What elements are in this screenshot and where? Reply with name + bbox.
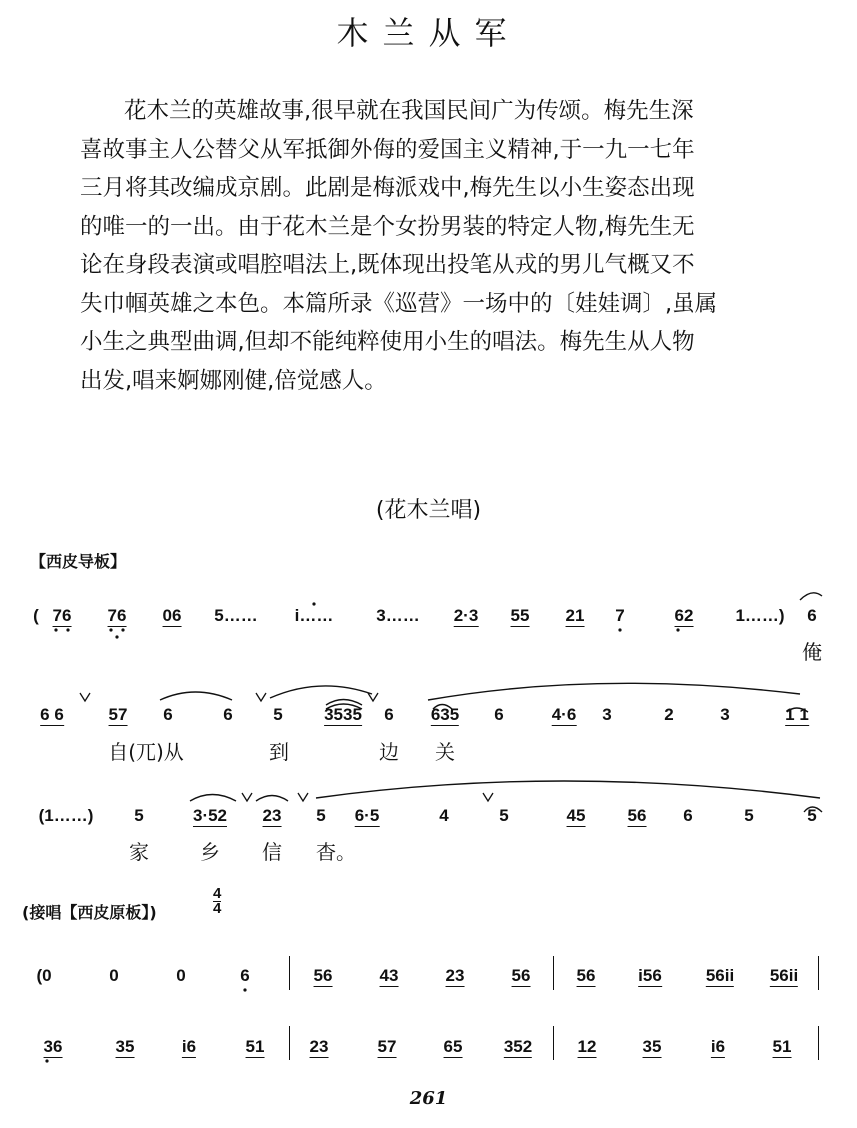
intro-line: 三月将其改编成京剧。此剧是梅派戏中,梅先生以小生姿态出现 bbox=[80, 175, 695, 201]
slur-arc bbox=[160, 692, 232, 700]
intro-line: 的唯一的一出。由于花木兰是个女扮男装的特定人物,梅先生无 bbox=[80, 213, 695, 240]
page-number: 261 bbox=[409, 1088, 448, 1109]
score-note-text: 23 bbox=[445, 966, 465, 985]
breath-mark bbox=[242, 793, 252, 801]
score-note-text: 57 bbox=[108, 705, 128, 724]
score-note: 5 bbox=[499, 806, 509, 825]
score-note bbox=[770, 966, 798, 986]
score-note bbox=[109, 705, 128, 725]
score-note-text: 21 bbox=[565, 606, 585, 625]
breath-mark bbox=[298, 793, 308, 801]
lyric: 边 bbox=[379, 740, 399, 764]
score-note-text: 56 bbox=[313, 966, 333, 985]
score-note bbox=[108, 606, 127, 626]
score-note: 5 bbox=[134, 806, 144, 825]
score-note bbox=[711, 1037, 725, 1057]
score-note: 6 bbox=[494, 705, 504, 724]
score-note-text: 56 bbox=[627, 806, 647, 825]
score-note bbox=[638, 966, 662, 986]
score-note: 5…… bbox=[214, 606, 258, 625]
intro-line: 喜故事主人公替父从军抵御外侮的爱国主义精神,于一九一七年 bbox=[80, 136, 695, 163]
score-note bbox=[577, 966, 596, 986]
score-note bbox=[163, 606, 182, 626]
barline bbox=[818, 956, 819, 990]
score-note bbox=[378, 1037, 397, 1057]
slur-arc bbox=[800, 593, 822, 600]
barline bbox=[289, 956, 290, 990]
score-note bbox=[773, 1037, 792, 1057]
score-note bbox=[578, 1037, 597, 1057]
score-note-text: 43 bbox=[379, 966, 399, 985]
intro-line: 花木兰的英雄故事,很早就在我国民间广为传颂。梅先生深 bbox=[124, 98, 694, 124]
score-note-text: 51 bbox=[772, 1037, 792, 1056]
score-note bbox=[193, 806, 227, 826]
lyric: 信 bbox=[262, 840, 282, 864]
slur-arc bbox=[270, 686, 372, 698]
intro-line: 失巾帼英雄之本色。本篇所录《巡营》一场中的〔娃娃调〕,虽属 bbox=[80, 290, 718, 317]
intro-line: 论在身段表演或唱腔唱法上,既体现出投笔从戎的男儿气概又不 bbox=[80, 252, 695, 278]
score-note-text: 36 bbox=[43, 1037, 63, 1056]
barline bbox=[289, 1026, 290, 1060]
score-note: 6 bbox=[683, 806, 693, 825]
slur-arc bbox=[256, 796, 288, 802]
lyric: 家 bbox=[129, 840, 149, 864]
breath-mark bbox=[80, 693, 90, 701]
score-note bbox=[355, 806, 380, 826]
score-note bbox=[512, 966, 531, 986]
score-note-text: 6·5 bbox=[354, 806, 380, 825]
score-note-text: 76 bbox=[52, 606, 72, 625]
section-label-xipi-yuanban: (接唱【西皮原板】) bbox=[22, 903, 157, 922]
score-note bbox=[431, 705, 459, 725]
score-note bbox=[380, 966, 399, 986]
score-note bbox=[454, 606, 479, 626]
score-note: 6 bbox=[240, 966, 250, 985]
lyric: 自(兀)从 bbox=[108, 740, 184, 764]
barline bbox=[818, 1026, 819, 1060]
score-note-text: 56ii bbox=[705, 966, 735, 985]
score-note-text: 45 bbox=[566, 806, 586, 825]
barline bbox=[553, 956, 554, 990]
score-note-text: 23 bbox=[262, 806, 282, 825]
score-note: (0 bbox=[36, 966, 52, 985]
lyric: 乡 bbox=[200, 840, 220, 864]
score-note: 2 bbox=[664, 705, 674, 724]
time-signature-top: 4 bbox=[213, 885, 222, 902]
score-note-text: 23 bbox=[309, 1037, 329, 1056]
score-note-text: 76 bbox=[107, 606, 127, 625]
score-note: 0 bbox=[176, 966, 186, 985]
score-note bbox=[785, 705, 809, 725]
score-note-text: 1 1 bbox=[785, 705, 809, 724]
score-note: 6 bbox=[384, 705, 394, 724]
score-note: 5 bbox=[744, 806, 754, 825]
slur-arc bbox=[316, 781, 820, 798]
score-note: 4 bbox=[439, 806, 449, 825]
score-note: 7 bbox=[615, 606, 625, 625]
score-note-text: 56 bbox=[576, 966, 596, 985]
score-note: 5 bbox=[273, 705, 283, 724]
score-note: ( bbox=[33, 606, 39, 625]
score-note-text: 3535 bbox=[324, 705, 362, 724]
score-note bbox=[116, 1037, 135, 1057]
score-note-text: 51 bbox=[245, 1037, 265, 1056]
score-note-text: 2·3 bbox=[453, 606, 479, 625]
score-note-text: 4·6 bbox=[551, 705, 577, 724]
score-note-text: i56 bbox=[638, 966, 662, 985]
score-note bbox=[444, 1037, 463, 1057]
score-note-text: 35 bbox=[642, 1037, 662, 1056]
score-note-text: 12 bbox=[577, 1037, 597, 1056]
score-note-text: 56ii bbox=[769, 966, 799, 985]
score-note-text: 06 bbox=[162, 606, 182, 625]
score-note bbox=[567, 806, 586, 826]
slur-arc bbox=[428, 683, 800, 700]
score-note bbox=[53, 606, 72, 626]
breath-mark bbox=[256, 693, 266, 701]
score-note-text: 55 bbox=[510, 606, 530, 625]
intro-paragraph bbox=[80, 92, 780, 400]
score-note: 5 bbox=[807, 806, 817, 825]
score-note: 1……) bbox=[735, 606, 785, 625]
score-note-text: 35 bbox=[115, 1037, 135, 1056]
score-note: (1……) bbox=[38, 806, 94, 825]
score-note bbox=[182, 1037, 196, 1057]
score-note-text: 352 bbox=[503, 1037, 533, 1056]
score-note-text: 65 bbox=[443, 1037, 463, 1056]
score-note: 6 bbox=[223, 705, 233, 724]
score-note bbox=[566, 606, 585, 626]
score-note bbox=[324, 705, 362, 725]
octave-dots bbox=[45, 602, 679, 1062]
score-note: 0 bbox=[109, 966, 119, 985]
score-note bbox=[504, 1037, 532, 1057]
score-note: 3 bbox=[602, 705, 612, 724]
score-note-text: i6 bbox=[710, 1037, 726, 1056]
score-note: 6 bbox=[163, 705, 173, 724]
score-note bbox=[246, 1037, 265, 1057]
time-signature bbox=[213, 887, 221, 916]
score-note-text: 62 bbox=[674, 606, 694, 625]
score-note bbox=[263, 806, 282, 826]
score-note: 5 bbox=[316, 806, 326, 825]
score-note-text: 56 bbox=[511, 966, 531, 985]
score-note bbox=[40, 705, 64, 725]
score-note bbox=[446, 966, 465, 986]
intro-line: 出发,唱来婀娜刚健,倍觉感人。 bbox=[80, 367, 387, 394]
score-note bbox=[675, 606, 694, 626]
lyric: 到 bbox=[269, 740, 289, 764]
lyric: 关 bbox=[435, 740, 455, 764]
score-note bbox=[44, 1037, 63, 1057]
breath-mark bbox=[368, 693, 378, 701]
score-note bbox=[511, 606, 530, 626]
barline bbox=[553, 1026, 554, 1060]
time-signature-bottom: 4 bbox=[213, 900, 222, 917]
singer-heading: (花木兰唱) bbox=[375, 498, 482, 523]
score-note-text: 635 bbox=[430, 705, 460, 724]
score-note: 6 bbox=[807, 606, 817, 625]
section-label-xipi-daoban: 【西皮导板】 bbox=[30, 552, 127, 571]
score-note: i…… bbox=[294, 606, 334, 625]
score-note-text: 57 bbox=[377, 1037, 397, 1056]
score-note bbox=[552, 705, 577, 725]
page-title: 木兰从军 bbox=[336, 14, 521, 52]
score-note-text: 6 6 bbox=[40, 705, 64, 724]
score-note bbox=[643, 1037, 662, 1057]
intro-line: 小生之典型曲调,但却不能纯粹使用小生的唱法。梅先生从人物 bbox=[80, 329, 695, 355]
score-note: 3 bbox=[720, 705, 730, 724]
score-note bbox=[628, 806, 647, 826]
score-note-text: 3·52 bbox=[192, 806, 228, 825]
lyric: 杳。 bbox=[316, 840, 356, 864]
score-note bbox=[310, 1037, 329, 1057]
lyric: 俺 bbox=[802, 640, 822, 664]
score-note: 3…… bbox=[376, 606, 420, 625]
breath-mark bbox=[483, 793, 493, 801]
score-note bbox=[314, 966, 333, 986]
score-note bbox=[706, 966, 734, 986]
slur-arc bbox=[190, 795, 236, 802]
score-note-text: i6 bbox=[181, 1037, 197, 1056]
